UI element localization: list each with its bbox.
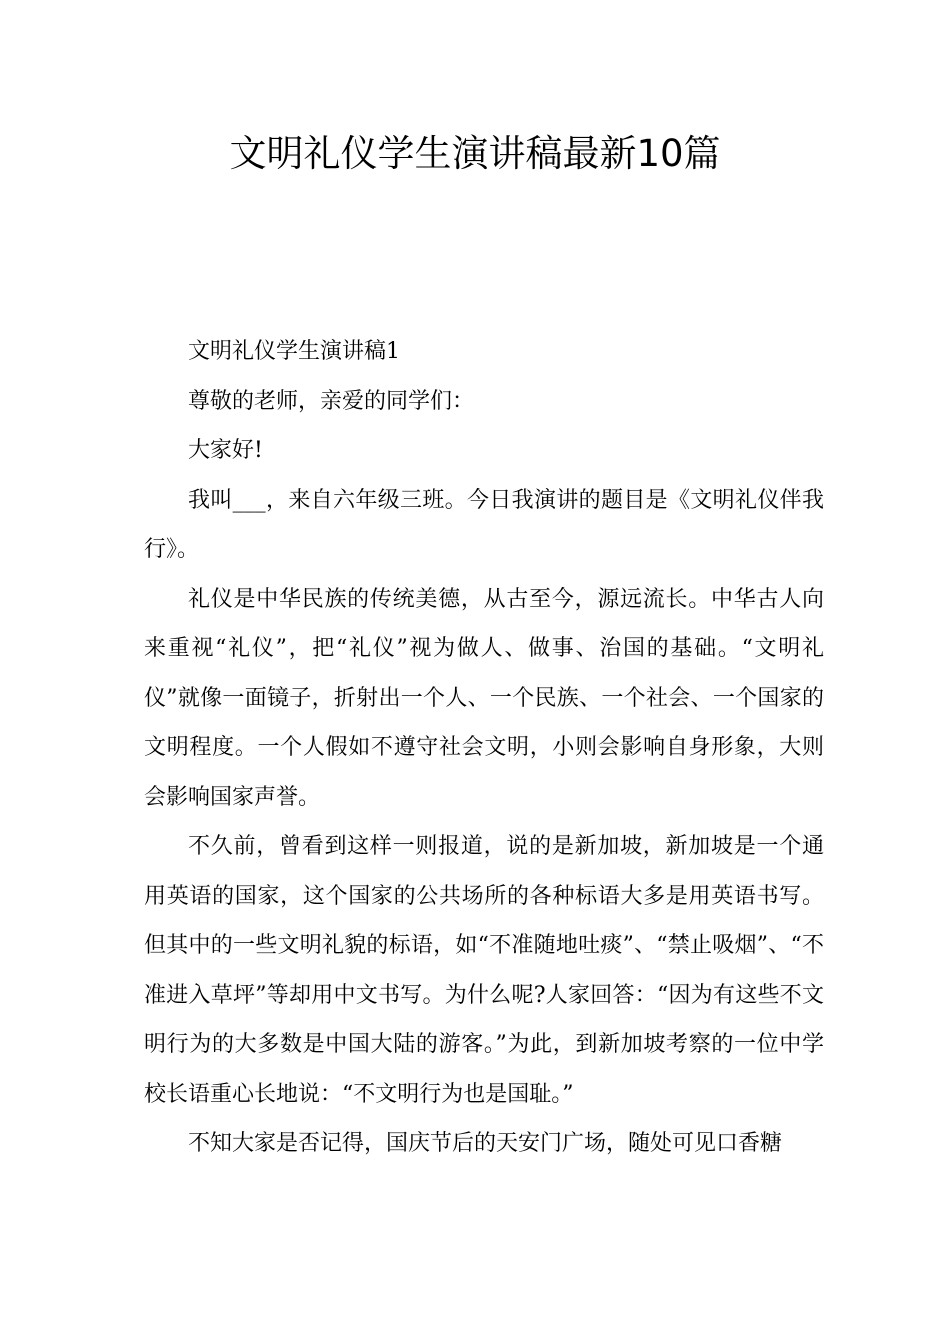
greeting: 大家好! [188, 438, 263, 463]
paragraph-singapore: 不久前，曾看到这样一则报道，说的是新加坡，新加坡是一个通用英语的国家，这个国家的公共场所的各种标语大多是用英语书写。但其中的一些文明礼貌的标语，如“不准随地吐痰”、“禁止吸烟”、“不准进入草坪”等却用中文书写。为什么呢?人家回答：“因为有这些不文明行为的大多数是中国大陆的游客。”为此，到新加坡考察的一位中学校长语重心长地说：“不文明行为也是国耻。” [144, 834, 824, 1107]
paragraph-etiquette: 礼仪是中华民族的传统美德，从古至今，源远流长。中华古人向来重视“礼仪”，把“礼仪”视为做人、做事、治国的基础。“文明礼仪”就像一面镜子，折射出一个人、一个民族、一个社会、一个国家的文明程度。一个人假如不遵守社会文明，小则会影响自身形象，大则会影响国家声誉。 [144, 586, 824, 810]
paragraph-intro: 我叫___，来自六年级三班。今日我演讲的题目是《文明礼仪伴我行》。 [144, 487, 824, 562]
document-title: 文明礼仪学生演讲稿最新10篇 [229, 132, 721, 175]
paragraph-tiananmen: 不知大家是否记得，国庆节后的天安门广场，随处可见口香糖 [188, 1131, 783, 1156]
salutation: 尊敬的老师，亲爱的同学们： [188, 388, 475, 414]
section-heading: 文明礼仪学生演讲稿1 [188, 339, 400, 364]
document-body [144, 327, 824, 1169]
